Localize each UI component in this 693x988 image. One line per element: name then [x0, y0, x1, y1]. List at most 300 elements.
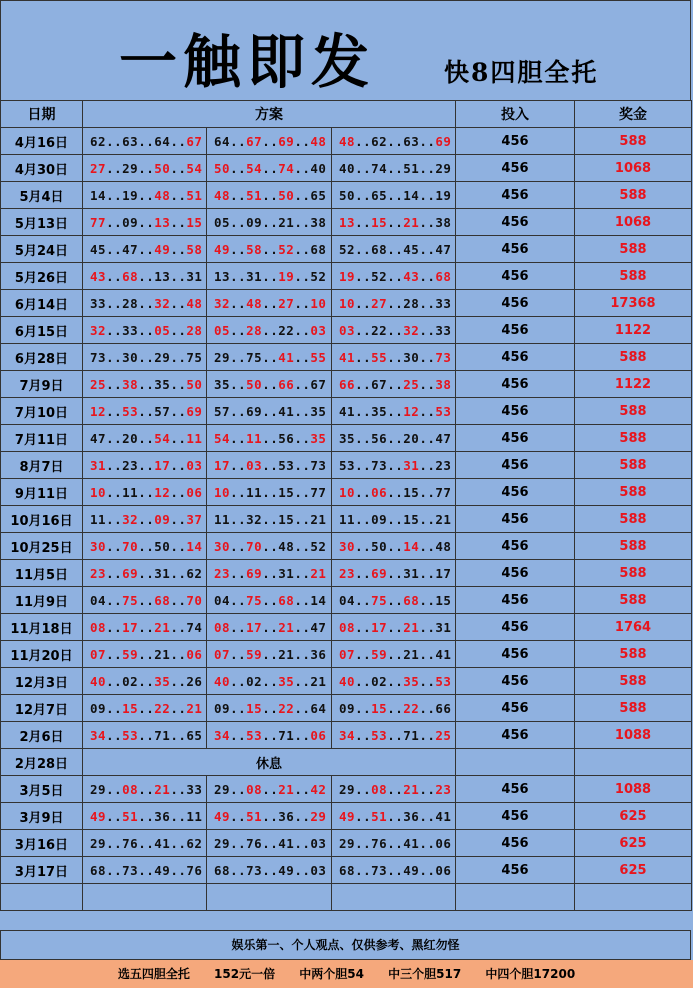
number: 41	[278, 403, 295, 419]
number: 11	[246, 484, 263, 500]
number: 33	[435, 295, 452, 311]
table-row	[1, 263, 692, 290]
scheme-cell	[207, 506, 332, 533]
scheme-cell	[207, 452, 332, 479]
separator: ..	[106, 592, 123, 608]
separator: ..	[170, 214, 187, 230]
hit-number: 32	[90, 322, 107, 338]
number: 21	[278, 646, 295, 662]
separator: ..	[230, 241, 247, 257]
separator: ..	[138, 403, 155, 419]
number: 49	[154, 862, 171, 878]
investment-cell: 456	[456, 263, 575, 290]
separator: ..	[419, 457, 436, 473]
hit-number: 10	[339, 484, 356, 500]
scheme-cell	[332, 776, 456, 803]
separator: ..	[230, 322, 247, 338]
separator: ..	[262, 160, 279, 176]
separator: ..	[230, 457, 247, 473]
separator: ..	[419, 403, 436, 419]
separator: ..	[170, 187, 187, 203]
number: 52	[310, 538, 327, 554]
scheme-cell	[83, 236, 207, 263]
separator: ..	[294, 214, 311, 230]
separator: ..	[387, 214, 404, 230]
hit-number: 70	[186, 592, 203, 608]
separator: ..	[294, 322, 311, 338]
hit-number: 08	[371, 781, 388, 797]
scheme-cell	[332, 209, 456, 236]
date-cell: 3月5日	[1, 776, 83, 803]
separator: ..	[419, 565, 436, 581]
hit-number: 27	[90, 160, 107, 176]
number: 03	[310, 862, 327, 878]
scheme-cell	[207, 209, 332, 236]
number: 53	[339, 457, 356, 473]
separator: ..	[138, 187, 155, 203]
table-row	[1, 398, 692, 425]
number: 19	[435, 187, 452, 203]
investment-cell: 456	[456, 452, 575, 479]
separator: ..	[387, 349, 404, 365]
date-cell: 2月28日	[1, 749, 83, 776]
separator: ..	[387, 592, 404, 608]
table-row	[1, 425, 692, 452]
scheme-cell	[332, 695, 456, 722]
number: 68	[339, 862, 356, 878]
hit-number: 66	[278, 376, 295, 392]
column-header-investment: 投入	[456, 101, 575, 128]
page-title: 一触即发	[119, 28, 376, 96]
separator: ..	[355, 862, 372, 878]
separator: ..	[106, 295, 123, 311]
number: 63	[403, 133, 420, 149]
separator: ..	[355, 160, 372, 176]
number: 41	[435, 646, 452, 662]
number: 04	[90, 592, 107, 608]
hit-number: 66	[339, 376, 356, 392]
hit-number: 49	[214, 241, 231, 257]
hit-number: 51	[246, 808, 263, 824]
scheme-cell	[207, 614, 332, 641]
header	[0, 0, 691, 100]
separator: ..	[262, 349, 279, 365]
date-cell: 12月7日	[1, 695, 83, 722]
separator: ..	[170, 619, 187, 635]
separator: ..	[294, 187, 311, 203]
separator: ..	[138, 727, 155, 743]
scheme-cell	[332, 587, 456, 614]
hit-number: 49	[214, 808, 231, 824]
number: 35	[339, 430, 356, 446]
investment-cell: 456	[456, 209, 575, 236]
scheme-cell	[207, 560, 332, 587]
separator: ..	[138, 538, 155, 554]
hit-number: 15	[122, 700, 139, 716]
scheme-cell	[207, 344, 332, 371]
number: 47	[310, 619, 327, 635]
table-row	[1, 236, 692, 263]
separator: ..	[230, 403, 247, 419]
investment-cell: 456	[456, 479, 575, 506]
separator: ..	[262, 781, 279, 797]
number: 19	[122, 187, 139, 203]
number: 09	[90, 700, 107, 716]
number: 77	[435, 484, 452, 500]
hit-number: 69	[371, 565, 388, 581]
separator: ..	[419, 808, 436, 824]
number: 51	[403, 160, 420, 176]
separator: ..	[230, 565, 247, 581]
number: 11	[90, 511, 107, 527]
investment-cell: 456	[456, 641, 575, 668]
separator: ..	[387, 700, 404, 716]
hit-number: 59	[371, 646, 388, 662]
number: 64	[214, 133, 231, 149]
scheme-cell	[83, 290, 207, 317]
hit-number: 54	[154, 430, 171, 446]
separator: ..	[387, 403, 404, 419]
hit-number: 51	[246, 187, 263, 203]
hit-number: 41	[339, 349, 356, 365]
separator: ..	[355, 430, 372, 446]
scheme-cell	[207, 290, 332, 317]
separator: ..	[419, 376, 436, 392]
hit-number: 75	[371, 592, 388, 608]
number: 15	[278, 484, 295, 500]
separator: ..	[387, 538, 404, 554]
empty-cell	[332, 884, 456, 911]
prize-cell: 588	[575, 344, 692, 371]
number: 09	[371, 511, 388, 527]
separator: ..	[262, 619, 279, 635]
date-cell: 7月11日	[1, 425, 83, 452]
separator: ..	[387, 673, 404, 689]
separator: ..	[387, 322, 404, 338]
separator: ..	[387, 241, 404, 257]
scheme-cell	[207, 722, 332, 749]
hit-number: 68	[122, 268, 139, 284]
number: 09	[214, 700, 231, 716]
separator: ..	[170, 349, 187, 365]
hit-number: 21	[403, 214, 420, 230]
prize-cell: 17368	[575, 290, 692, 317]
number: 13	[214, 268, 231, 284]
prize-cell: 1764	[575, 614, 692, 641]
separator: ..	[230, 295, 247, 311]
scheme-cell	[207, 425, 332, 452]
table-row	[1, 722, 692, 749]
number: 23	[435, 457, 452, 473]
separator: ..	[294, 862, 311, 878]
hit-number: 35	[154, 673, 171, 689]
separator: ..	[106, 241, 123, 257]
separator: ..	[387, 268, 404, 284]
hit-number: 23	[90, 565, 107, 581]
hit-number: 13	[339, 214, 356, 230]
table-row	[1, 668, 692, 695]
table-row	[1, 641, 692, 668]
separator: ..	[170, 511, 187, 527]
scheme-cell	[332, 803, 456, 830]
separator: ..	[230, 160, 247, 176]
separator: ..	[170, 133, 187, 149]
table-row	[1, 587, 692, 614]
hit-number: 37	[186, 511, 203, 527]
separator: ..	[106, 862, 123, 878]
scheme-cell	[83, 209, 207, 236]
separator: ..	[170, 781, 187, 797]
separator: ..	[106, 349, 123, 365]
separator: ..	[170, 403, 187, 419]
separator: ..	[262, 835, 279, 851]
number: 56	[278, 430, 295, 446]
number: 62	[90, 133, 107, 149]
hit-number: 32	[154, 295, 171, 311]
number: 02	[246, 673, 263, 689]
investment-cell: 456	[456, 182, 575, 209]
hit-number: 25	[435, 727, 452, 743]
table-row	[1, 857, 692, 884]
table-row	[1, 452, 692, 479]
separator: ..	[294, 619, 311, 635]
hit-number: 31	[90, 457, 107, 473]
scheme-cell	[83, 398, 207, 425]
number: 49	[278, 862, 295, 878]
hit-number: 50	[186, 376, 203, 392]
pricing-item: 152元一倍	[214, 967, 276, 981]
scheme-cell	[207, 776, 332, 803]
separator: ..	[138, 295, 155, 311]
hit-number: 10	[90, 484, 107, 500]
scheme-cell	[332, 830, 456, 857]
separator: ..	[355, 295, 372, 311]
number: 15	[278, 511, 295, 527]
separator: ..	[106, 808, 123, 824]
prize-cell: 588	[575, 560, 692, 587]
scheme-cell	[332, 344, 456, 371]
separator: ..	[170, 592, 187, 608]
investment-cell: 456	[456, 695, 575, 722]
separator: ..	[419, 727, 436, 743]
number: 36	[154, 808, 171, 824]
hit-number: 15	[371, 214, 388, 230]
hit-number: 51	[122, 808, 139, 824]
separator: ..	[230, 511, 247, 527]
pricing-item: 选五四胆全托	[117, 967, 190, 981]
separator: ..	[355, 646, 372, 662]
separator: ..	[294, 565, 311, 581]
hit-number: 21	[154, 619, 171, 635]
number: 31	[246, 268, 263, 284]
prize-cell: 588	[575, 398, 692, 425]
hit-number: 22	[154, 700, 171, 716]
separator: ..	[262, 646, 279, 662]
results-table	[0, 100, 692, 911]
hit-number: 69	[186, 403, 203, 419]
separator: ..	[294, 646, 311, 662]
date-cell: 11月18日	[1, 614, 83, 641]
date-cell: 5月13日	[1, 209, 83, 236]
number: 31	[154, 565, 171, 581]
hit-number: 17	[246, 619, 263, 635]
investment-cell: 456	[456, 317, 575, 344]
separator: ..	[106, 781, 123, 797]
table-row	[1, 371, 692, 398]
hit-number: 48	[246, 295, 263, 311]
pricing-item: 中两个胆54	[299, 967, 364, 981]
hit-number: 69	[278, 133, 295, 149]
number: 29	[214, 349, 231, 365]
separator: ..	[355, 727, 372, 743]
investment-cell: 456	[456, 236, 575, 263]
number: 29	[214, 781, 231, 797]
hit-number: 70	[122, 538, 139, 554]
hit-number: 03	[310, 322, 327, 338]
scheme-cell	[332, 533, 456, 560]
number: 30	[122, 349, 139, 365]
hit-number: 59	[246, 646, 263, 662]
number: 73	[90, 349, 107, 365]
separator: ..	[138, 673, 155, 689]
scheme-cell	[207, 155, 332, 182]
number: 02	[371, 673, 388, 689]
number: 31	[403, 565, 420, 581]
scheme-cell	[332, 425, 456, 452]
number: 31	[278, 565, 295, 581]
hit-number: 08	[122, 781, 139, 797]
scheme-cell	[207, 857, 332, 884]
hit-number: 53	[435, 403, 452, 419]
number: 73	[310, 457, 327, 473]
number: 64	[154, 133, 171, 149]
separator: ..	[355, 187, 372, 203]
investment-cell: 456	[456, 722, 575, 749]
separator: ..	[294, 160, 311, 176]
number: 68	[310, 241, 327, 257]
separator: ..	[230, 592, 247, 608]
hit-number: 08	[90, 619, 107, 635]
hit-number: 73	[435, 349, 452, 365]
investment-cell: 456	[456, 803, 575, 830]
separator: ..	[387, 457, 404, 473]
hit-number: 55	[310, 349, 327, 365]
number: 38	[310, 214, 327, 230]
number: 71	[154, 727, 171, 743]
hit-number: 42	[310, 781, 327, 797]
hit-number: 07	[90, 646, 107, 662]
separator: ..	[230, 484, 247, 500]
number: 29	[154, 349, 171, 365]
separator: ..	[138, 484, 155, 500]
separator: ..	[419, 322, 436, 338]
separator: ..	[170, 862, 187, 878]
prize-cell: 1068	[575, 209, 692, 236]
number: 11	[186, 808, 203, 824]
separator: ..	[170, 673, 187, 689]
hit-number: 03	[246, 457, 263, 473]
separator: ..	[419, 646, 436, 662]
separator: ..	[138, 565, 155, 581]
number: 73	[246, 862, 263, 878]
separator: ..	[387, 295, 404, 311]
hit-number: 05	[214, 322, 231, 338]
separator: ..	[138, 646, 155, 662]
hit-number: 40	[90, 673, 107, 689]
hit-number: 03	[339, 322, 356, 338]
hit-number: 48	[339, 133, 356, 149]
separator: ..	[262, 268, 279, 284]
number: 53	[278, 457, 295, 473]
separator: ..	[387, 565, 404, 581]
separator: ..	[355, 538, 372, 554]
scheme-cell	[332, 506, 456, 533]
separator: ..	[106, 322, 123, 338]
hit-number: 15	[186, 214, 203, 230]
table-row	[1, 830, 692, 857]
scheme-cell	[83, 533, 207, 560]
separator: ..	[106, 565, 123, 581]
hit-number: 70	[246, 538, 263, 554]
separator: ..	[294, 511, 311, 527]
separator: ..	[294, 700, 311, 716]
hit-number: 03	[186, 457, 203, 473]
separator: ..	[262, 430, 279, 446]
hit-number: 21	[310, 565, 327, 581]
scheme-cell	[207, 398, 332, 425]
separator: ..	[262, 133, 279, 149]
hit-number: 59	[122, 646, 139, 662]
hit-number: 12	[90, 403, 107, 419]
number: 06	[435, 835, 452, 851]
separator: ..	[138, 322, 155, 338]
hit-number: 27	[278, 295, 295, 311]
separator: ..	[170, 646, 187, 662]
hit-number: 15	[371, 700, 388, 716]
hit-number: 17	[154, 457, 171, 473]
hit-number: 34	[214, 727, 231, 743]
scheme-cell	[83, 182, 207, 209]
hit-number: 12	[403, 403, 420, 419]
number: 41	[154, 835, 171, 851]
number: 71	[403, 727, 420, 743]
prize-cell: 588	[575, 236, 692, 263]
hit-number: 28	[246, 322, 263, 338]
scheme-cell	[83, 425, 207, 452]
number: 28	[403, 295, 420, 311]
hit-number: 06	[186, 484, 203, 500]
separator: ..	[106, 160, 123, 176]
separator: ..	[230, 835, 247, 851]
number: 41	[339, 403, 356, 419]
number: 15	[403, 484, 420, 500]
number: 31	[435, 619, 452, 635]
separator: ..	[262, 592, 279, 608]
hit-number: 49	[90, 808, 107, 824]
hit-number: 32	[122, 511, 139, 527]
hit-number: 22	[403, 700, 420, 716]
number: 09	[122, 214, 139, 230]
number: 57	[214, 403, 231, 419]
separator: ..	[138, 214, 155, 230]
number: 47	[122, 241, 139, 257]
number: 71	[278, 727, 295, 743]
separator: ..	[294, 403, 311, 419]
separator: ..	[230, 862, 247, 878]
number: 21	[310, 511, 327, 527]
separator: ..	[262, 457, 279, 473]
page-subtitle: 快8四胆全托	[444, 58, 599, 87]
